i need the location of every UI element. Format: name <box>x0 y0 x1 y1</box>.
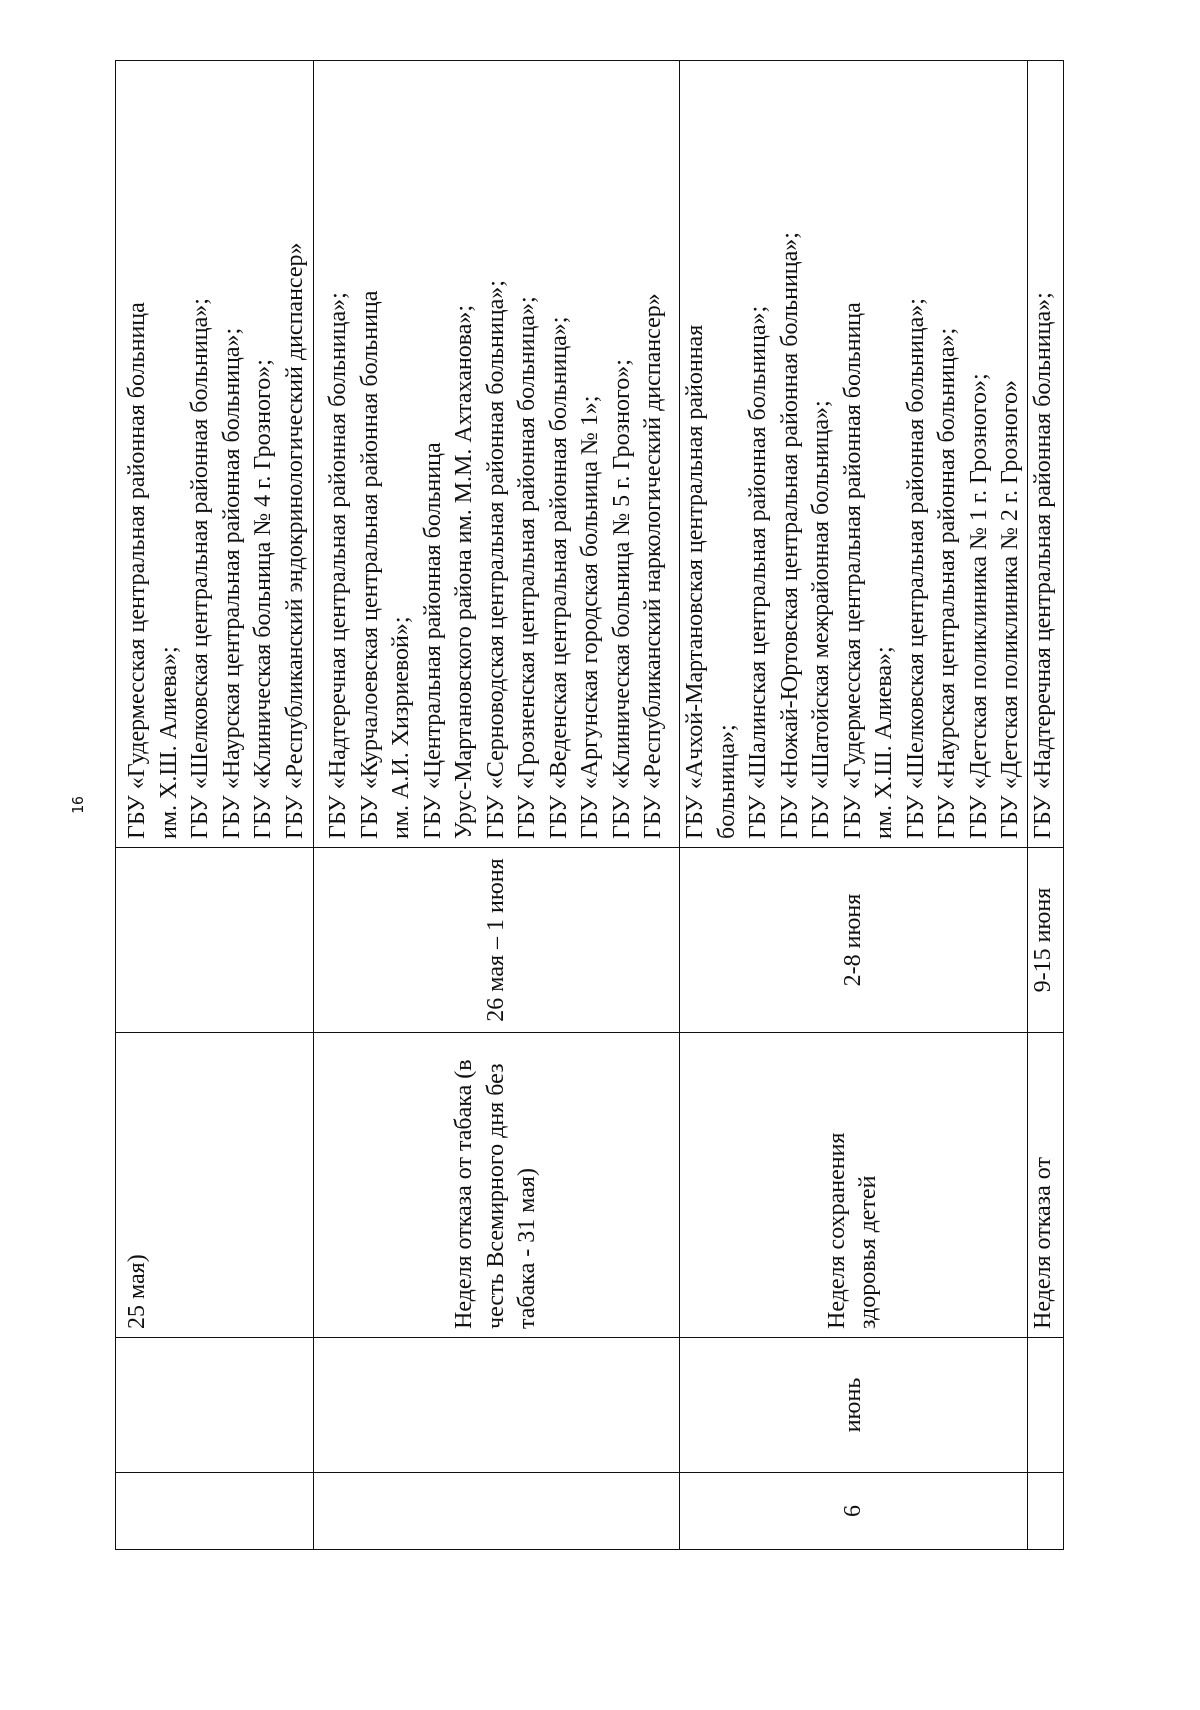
institution-line: ГБУ «Гудермесская центральная районная больница <box>839 302 866 839</box>
month-cell: июнь <box>680 1338 1028 1473</box>
institution-line: Урус-Мартановского района им. М.М. Ахтаханова»; <box>451 304 478 839</box>
row-number-cell: 6 <box>680 1473 1028 1550</box>
institution-line: ГБУ «Шелковская центральная районная больница»; <box>187 298 213 839</box>
institutions-cell <box>116 61 314 848</box>
institution-line: им. Х.Ш. Алиева»; <box>871 646 897 839</box>
event-text: Неделя сохранения здоровья детей <box>823 1132 882 1329</box>
institution-line: ГБУ «Наурская центральная районная больница»; <box>934 327 960 839</box>
institution-line: ГБУ «Надтеречная центральная районная больница»; <box>325 292 352 839</box>
dates-cell: 2-8 июня <box>680 848 1028 1033</box>
institution-line: им. А.И. Хизриевой»; <box>388 616 415 839</box>
institutions-cell <box>1027 61 1063 848</box>
institution-line: ГБУ «Клиническая больница № 5 г. Грозного»; <box>608 359 635 839</box>
dates-cell: 26 мая – 1 июня <box>314 848 680 1033</box>
institutions-cell <box>680 61 1028 848</box>
table-row <box>680 61 1028 1550</box>
institution-line: ГБУ «Ножай-Юртовская центральная районная больница»; <box>776 232 803 839</box>
institution-line: ГБУ «Шатойская межрайонная больница»; <box>808 400 834 839</box>
institution-line: ГБУ «Грозненская центральная районная больница»; <box>514 296 541 839</box>
table-row <box>116 61 314 1550</box>
event-cell <box>314 1033 680 1338</box>
institution-line: ГБУ «Курчалоевская центральная районная больница <box>356 290 383 839</box>
row-number-cell <box>314 1473 680 1550</box>
institution-line: ГБУ «Шалинская центральная районная больница»; <box>745 305 771 839</box>
dates-cell <box>116 848 314 1033</box>
month-cell <box>116 1338 314 1473</box>
table-row <box>1027 61 1063 1550</box>
institution-line: ГБУ «Клиническая больница № 4 г. Грозного»; <box>250 359 276 839</box>
month-cell <box>314 1338 680 1473</box>
rotated-table-container <box>115 60 1060 1550</box>
event-cell: Неделя отказа от <box>1027 1033 1063 1338</box>
institution-line: ГБУ «Детская поликлиника № 2 г. Грозного» <box>997 380 1023 839</box>
dates-cell: 9-15 июня <box>1027 848 1063 1033</box>
table-row <box>314 61 680 1550</box>
institution-line: ГБУ «Наурская центральная районная больница»; <box>218 327 245 839</box>
institution-line: ГБУ «Центральная районная больница <box>419 442 446 839</box>
row-number-cell <box>116 1473 314 1550</box>
institution-line: ГБУ «Веденская центральная районная больница»; <box>545 316 572 839</box>
institution-line: ГБУ «Гудермесская центральная районная больница <box>124 302 150 839</box>
row-number-cell <box>1027 1473 1063 1550</box>
institution-line: ГБУ «Республиканский эндокринологический диспансер» <box>281 242 308 839</box>
event-text: Неделя отказа от табака (в честь Всемирного дня без табака - 31 мая) <box>451 1059 541 1329</box>
institution-line: ГБУ «Ачхой-Мартановская центральная районная <box>682 324 708 839</box>
institution-line: ГБУ «Надтеречная центральная районная больница»; <box>1029 292 1056 839</box>
institution-line: ГБУ «Серноводская центральная районная больница»; <box>482 280 509 839</box>
month-cell <box>1027 1338 1063 1473</box>
event-cell <box>680 1033 1028 1338</box>
institution-line: больница»; <box>713 724 740 839</box>
events-table <box>115 60 1064 1550</box>
institution-line: ГБУ «Республиканский наркологический диспансер» <box>640 293 667 839</box>
institutions-cell <box>314 61 680 848</box>
page-number: 16 <box>69 795 87 815</box>
event-cell: 25 мая) <box>116 1033 314 1338</box>
institution-line: ГБУ «Шелковская центральная районная больница»; <box>902 298 929 839</box>
institution-line: ГБУ «Детская поликлиника № 1 г. Грозного»; <box>965 373 992 839</box>
institution-line: ГБУ «Аргунская городская больница № 1»; <box>577 395 604 839</box>
institution-line: им. Х.Ш. Алиева»; <box>155 646 182 839</box>
